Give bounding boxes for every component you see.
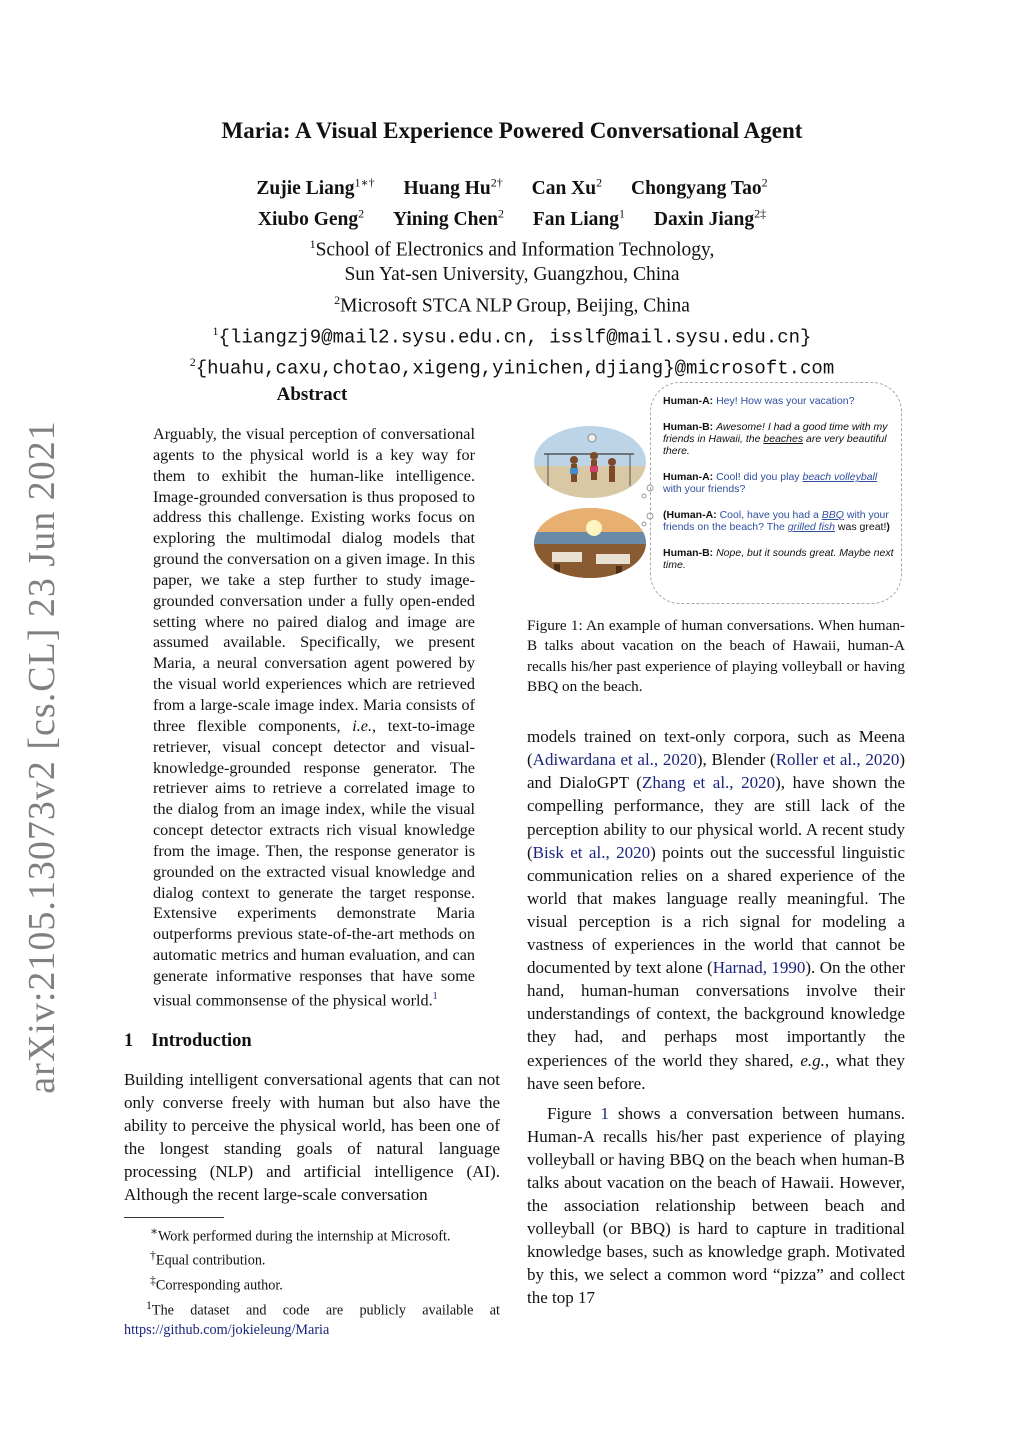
figure-caption: Figure 1: An example of human conversations. When human-B talks about vacation on the beach of Hawaii, human-A recalls his/her past experience of playing volleyball or having BBQ on the beach. <box>527 617 905 695</box>
email-line-1: $^1${liangzj9@mail2.sysu.edu.cn, isslf@mail.sysu.edu.cn} <box>212 323 812 348</box>
footnote: †Equal contribution. <box>150 1248 266 1270</box>
footnote-url[interactable] <box>124 1321 500 1340</box>
citation-link[interactable]: Roller et al., 2020 <box>775 750 900 770</box>
citation-link[interactable]: Harnad, 1990 <box>712 958 806 978</box>
footnote: ‡Corresponding author. <box>150 1273 283 1294</box>
author-name: Can Xu$^2$ <box>531 175 603 199</box>
abstract-heading: Abstract <box>276 384 348 405</box>
left-column <box>124 410 500 1340</box>
author-name: Yining Chen$^2$ <box>393 206 504 230</box>
citation-link[interactable]: Bisk et al., 2020 <box>532 842 651 862</box>
author-name: Xiubo Geng$^2$ <box>257 206 365 230</box>
email-line-2: $^2${huahu,caxu,chotao,xigeng,yinichen,djiang}@microsoft.com <box>189 354 835 379</box>
author-name: Zujie Liang$^{1∗\dagger}$ <box>256 175 375 199</box>
chat-line: Human-B: Awesome! I had a good time with my friends in Hawaii, the beaches are very beautiful there. <box>663 421 888 457</box>
footnote: ∗Work performed during the internship at Microsoft. <box>150 1223 451 1245</box>
chat-line: Human-B: Nope, but it sounds great. Maybe next time. <box>663 547 894 571</box>
affiliation-1: $^1$School of Electronics and Information Technology, <box>309 237 715 261</box>
chat-line: (Human-A: Cool, have you had a BBQ with your friends on the beach? The grilled fish was great!) <box>663 509 890 533</box>
right-column <box>527 616 905 1310</box>
affiliation-1-cont: Sun Yat-sen University, Guangzhou, China <box>344 264 680 285</box>
body-paragraph: Figure 1 shows a conversation between humans. Human-A recalls his/her past experience of playing volleyball or having BBQ on the beach when human-B talks about vacation on the beach of Hawaii. However, the association relationship between beach and volleyball (or BBQ) is hard to capture in traditional knowledge bases, such as knowledge graph. Motivated by this, we select a common word “pizza” and collect the top 17 <box>527 1103 906 1308</box>
author-name: Daxin Jiang$^{2\ddagger}$ <box>653 206 767 230</box>
volleyball-image <box>534 426 646 498</box>
authors-line-2 <box>0 201 1024 232</box>
chat-line: Human-A: Cool! did you play beach volleyball with your friends? <box>663 471 878 495</box>
dataset-link[interactable]: https://github.com/jokieleung/Maria <box>124 1321 330 1338</box>
authors-line-1 <box>0 170 1024 201</box>
citation-link[interactable]: Adiwardana et al., 2020 <box>532 750 697 770</box>
citation-link[interactable]: Zhang et al., 2020 <box>641 773 776 793</box>
abstract-text: Arguably, the visual perception of conversational agents to the physical world is a key way for them to exhibit the human-like intelligence. Image-grounded conversation is thus proposed to address this challenge. Existing works focus on exploring the multimodal dialog models that ground the conversation on a given image. In this paper, we take a step further to study image-grounded conversation under a fully open-ended setting where no paired dialog and image are assumed available. Specifically, we present Maria, a neural conversation agent powered by the visual world experiences which are retrieved from a large-scale image index. Maria consists of three flexible components, i.e., text-to-image retriever, visual concept detector and visual-knowledge-grounded response generator. The retriever aims to retrieve a correlated image to the dialog from an image index, while the visual concept detector extracts rich visual knowledge from the image. Then, the response generator is grounded on the extracted visual knowledge and dialog context to generate the target response. Extensive experiments demonstrate Maria outperforms previous state-of-the-art methods on automatic metrics and human evaluation, and can generate informative responses that have some visual commonsense of the physical world.$^1$ <box>153 425 475 1010</box>
body-paragraph: models trained on text-only corpora, such as Meena (Adiwardana et al., 2020), Blender (Roller et al., 2020) and DialoGPT (Zhang et al., 2020), have shown the compelling performance, they are still lack of the perception ability to our physical world. A recent study (Bisk et al., 2020) points out the successful linguistic communication relies on a shared experience of the world that makes language really meaningful. The visual perception is a rich signal for modeling a vastness of experiences in the world that cannot be documented by text alone (Harnad, 1990). On the other hand, human-human conversations involve their understandings of context, the background knowledge they had, and perhaps most importantly the experiences of the world they shared, e.g., what they have seen before. <box>527 727 905 1093</box>
paper-title: Maria: A Visual Experience Powered Conversational Agent <box>221 118 803 143</box>
chat-line: Human-A: Hey! How was your vacation? <box>663 395 855 407</box>
footnote-divider <box>124 1217 224 1218</box>
arxiv-margin-stamp: arXiv:2105.13073v2 [cs.CL] 23 Jun 2021 <box>21 420 63 1094</box>
affiliation-2: $^2$Microsoft STCA NLP Group, Beijing, China <box>334 292 690 316</box>
footnote: $^1$The dataset and code are publicly available at <box>146 1297 500 1319</box>
conversation <box>663 395 895 585</box>
section-heading-introduction: 1 Introduction <box>124 1031 252 1052</box>
figure-ref-link[interactable]: 1 <box>600 1103 609 1123</box>
figure-1 <box>530 382 904 608</box>
author-block <box>0 170 1024 381</box>
author-name: Chongyang Tao$^2$ <box>630 175 768 199</box>
author-name: Huang $Hu^{2\dagger}$ <box>403 175 503 199</box>
author-name: Fan Liang$^1$ <box>532 206 625 230</box>
intro-paragraph: Building intelligent conversational agents that can not only converse freely with human but also have the ability to perceive the physical world, has been one of the longest standing goals of natural language processing (NLP) and artificial intelligence (AI). Although the recent large-scale conversation <box>124 1070 500 1205</box>
bbq-image <box>534 508 646 578</box>
